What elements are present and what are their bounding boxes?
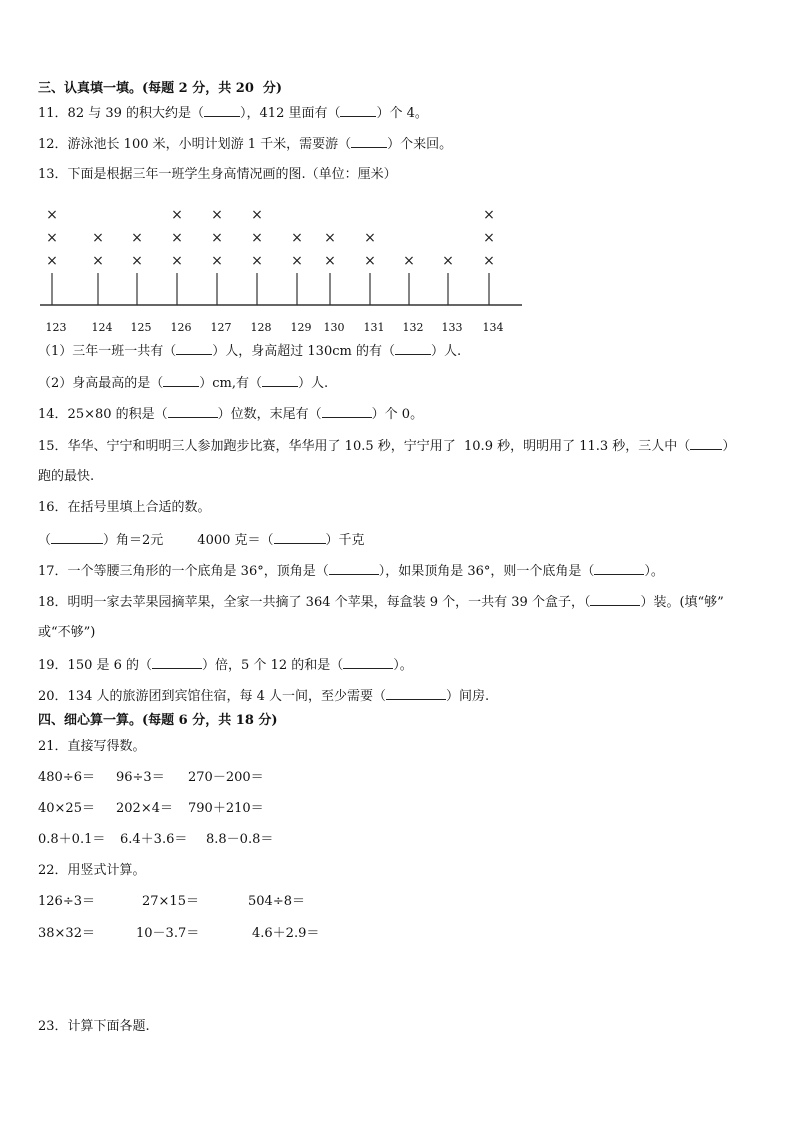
q15-text-b: ）	[722, 439, 736, 454]
question-20	[38, 687, 489, 706]
tick-label: 127	[210, 321, 232, 334]
x-mark: ×	[403, 253, 415, 269]
x-mark: ×	[251, 253, 263, 269]
question-16-stem: 16．在括号里填上合适的数。	[38, 500, 211, 515]
q22-item: 38×32＝	[38, 926, 95, 941]
q16-text-d: ）千克	[325, 533, 365, 548]
x-mark: ×	[211, 253, 223, 269]
section3-heading: 三、认真填一填。(每题 2 分，共 20 分)	[38, 81, 283, 96]
x-mark: ×	[92, 230, 104, 246]
x-mark: ×	[483, 253, 495, 269]
q13-sub2-text-c: ）人.	[298, 376, 329, 391]
q17-blank-1[interactable]	[329, 562, 379, 575]
x-mark: ×	[251, 230, 263, 246]
q14-blank-1[interactable]	[168, 405, 218, 418]
q22-row	[38, 925, 319, 943]
question-19	[38, 656, 413, 675]
x-mark: ×	[131, 253, 143, 269]
q19-text-a: 19．150 是 6 的（	[38, 658, 153, 673]
q21-row	[38, 800, 264, 818]
q15-blank-1[interactable]	[690, 437, 722, 450]
q15-text-a: 15．华华、宁宁和明明三人参加跑步比赛，华华用了 10.5 秒，宁宁用了 10.9 秒，明明用了 11.3 秒，三人中（	[38, 439, 691, 454]
q22-item: 27×15＝	[142, 894, 199, 909]
q13-sub2-blank-2[interactable]	[262, 374, 298, 387]
q14-text-c: ）个 0。	[371, 407, 424, 422]
q16-blank-2[interactable]	[274, 531, 326, 544]
q13-sub1-blank-1[interactable]	[176, 342, 212, 355]
tick-label: 134	[482, 321, 504, 334]
q19-text-c: ）。	[393, 658, 413, 673]
q14-text-a: 14．25×80 的积是（	[38, 407, 168, 422]
q11-blank-1[interactable]	[204, 104, 240, 117]
x-mark: ×	[171, 230, 183, 246]
tick-label: 126	[170, 321, 192, 334]
x-mark: ×	[483, 207, 495, 223]
q13-sub2-text-b: ）cm,有（	[199, 376, 263, 391]
x-mark: ×	[291, 253, 303, 269]
q17-text-a: 17．一个等腰三角形的一个底角是 36°，顶角是（	[38, 564, 329, 579]
q21-item: 270－200＝	[188, 770, 264, 785]
q11-blank-2[interactable]	[340, 104, 376, 117]
q12-blank-1[interactable]	[351, 135, 387, 148]
q21-item: 790＋210＝	[188, 801, 264, 816]
q21-row	[38, 831, 273, 849]
q17-text-b: ），如果顶角是 36°，则一个底角是（	[378, 564, 595, 579]
tick-label: 125	[130, 321, 152, 334]
q16-blank-1[interactable]	[51, 531, 103, 544]
x-mark: ×	[211, 207, 223, 223]
q21-item: 480÷6＝	[38, 770, 95, 785]
x-mark: ×	[364, 253, 376, 269]
q19-blank-1[interactable]	[152, 656, 202, 669]
q16-text-c: 4000 克＝（	[197, 533, 274, 548]
q12-text-a: 12．游泳池长 100 米，小明计划游 1 千米，需要游（	[38, 137, 352, 152]
x-mark: ×	[483, 230, 495, 246]
q19-blank-2[interactable]	[343, 656, 393, 669]
question-22-stem: 22．用竖式计算。	[38, 863, 146, 878]
x-mark: ×	[211, 230, 223, 246]
q21-row	[38, 769, 264, 787]
question-18-line2: 或“不够”)	[38, 625, 96, 640]
question-13-sub2	[38, 374, 328, 393]
x-mark: ×	[364, 230, 376, 246]
tick-label: 131	[363, 321, 385, 334]
section4-heading: 四、细心算一算。(每题 6 分，共 18 分)	[38, 713, 278, 728]
question-15-line1	[38, 437, 735, 456]
x-mark: ×	[46, 230, 58, 246]
q21-item: 202×4＝	[116, 801, 173, 816]
q18-text-a: 18．明明一家去苹果园摘苹果，全家一共摘了 364 个苹果，每盒装 9 个，一共有 39 个盒子，（	[38, 595, 591, 610]
question-15-line2: 跑的最快.	[38, 469, 95, 484]
q20-text-a: 20．134 人的旅游团到宾馆住宿，每 4 人一间，至少需要（	[38, 689, 387, 704]
q22-item: 504÷8＝	[248, 894, 305, 909]
question-13-stem: 13．下面是根据三年一班学生身高情况画的图.（单位：厘米）	[38, 167, 397, 182]
question-14	[38, 405, 423, 424]
q12-text-b: ）个来回。	[387, 137, 453, 152]
x-mark: ×	[291, 230, 303, 246]
q21-item: 0.8＋0.1＝	[38, 832, 106, 847]
question-21-stem: 21．直接写得数。	[38, 739, 146, 754]
tick-label: 130	[323, 321, 345, 334]
q13-sub1-blank-2[interactable]	[395, 342, 431, 355]
q19-text-b: ）倍，5 个 12 的和是（	[202, 658, 344, 673]
tick-label: 128	[250, 321, 272, 334]
x-mark: ×	[92, 253, 104, 269]
question-17	[38, 562, 664, 581]
tick-label: 123	[45, 321, 67, 334]
q13-sub2-text-a: （2）身高最高的是（	[38, 376, 164, 391]
q11-text-b: ），412 里面有（	[240, 106, 341, 121]
q20-text-b: ）间房.	[446, 689, 490, 704]
question-18-line1	[38, 593, 724, 612]
q14-text-b: ）位数，末尾有（	[217, 407, 322, 422]
q16-text-a: （	[38, 533, 52, 548]
x-mark: ×	[324, 253, 336, 269]
q14-blank-2[interactable]	[322, 405, 372, 418]
question-13-sub1	[38, 342, 461, 361]
q18-blank-1[interactable]	[590, 593, 640, 606]
q11-text-c: ）个 4。	[376, 106, 428, 121]
q22-item: 10－3.7＝	[136, 926, 200, 941]
x-mark: ×	[131, 230, 143, 246]
q22-item: 126÷3＝	[38, 894, 95, 909]
q21-item: 96÷3＝	[116, 770, 165, 785]
q13-sub1-text-b: ）人，身高超过 130cm 的有（	[212, 344, 395, 359]
question-11	[38, 104, 428, 123]
height-dot-plot	[38, 200, 528, 340]
q21-item: 40×25＝	[38, 801, 95, 816]
q21-item: 6.4＋3.6＝	[120, 832, 188, 847]
x-mark: ×	[171, 253, 183, 269]
q11-text-a: 11．82 与 39 的积大约是（	[38, 106, 205, 121]
x-mark: ×	[251, 207, 263, 223]
question-23-stem: 23．计算下面各题.	[38, 1019, 150, 1034]
question-12	[38, 135, 452, 154]
x-mark: ×	[324, 230, 336, 246]
x-mark: ×	[442, 253, 454, 269]
q13-sub1-text-c: ）人.	[430, 344, 462, 359]
tick-label: 133	[441, 321, 463, 334]
q22-item: 4.6＋2.9＝	[252, 926, 320, 941]
q16-text-b: ）角＝2元	[103, 533, 164, 548]
x-mark: ×	[171, 207, 183, 223]
x-mark: ×	[46, 207, 58, 223]
tick-label: 132	[402, 321, 424, 334]
q21-item: 8.8－0.8＝	[206, 832, 274, 847]
x-mark: ×	[46, 253, 58, 269]
q17-blank-2[interactable]	[594, 562, 644, 575]
question-16-items	[38, 531, 365, 550]
q22-row	[38, 893, 305, 911]
q20-blank-1[interactable]	[386, 687, 446, 700]
q13-sub1-text-a: （1）三年一班一共有（	[38, 344, 177, 359]
tick-label: 129	[290, 321, 312, 334]
q17-text-c: ）。	[644, 564, 664, 579]
q18-text-b: ）装。(填“够”	[640, 595, 724, 610]
tick-label: 124	[91, 321, 113, 334]
q13-sub2-blank-1[interactable]	[163, 374, 199, 387]
